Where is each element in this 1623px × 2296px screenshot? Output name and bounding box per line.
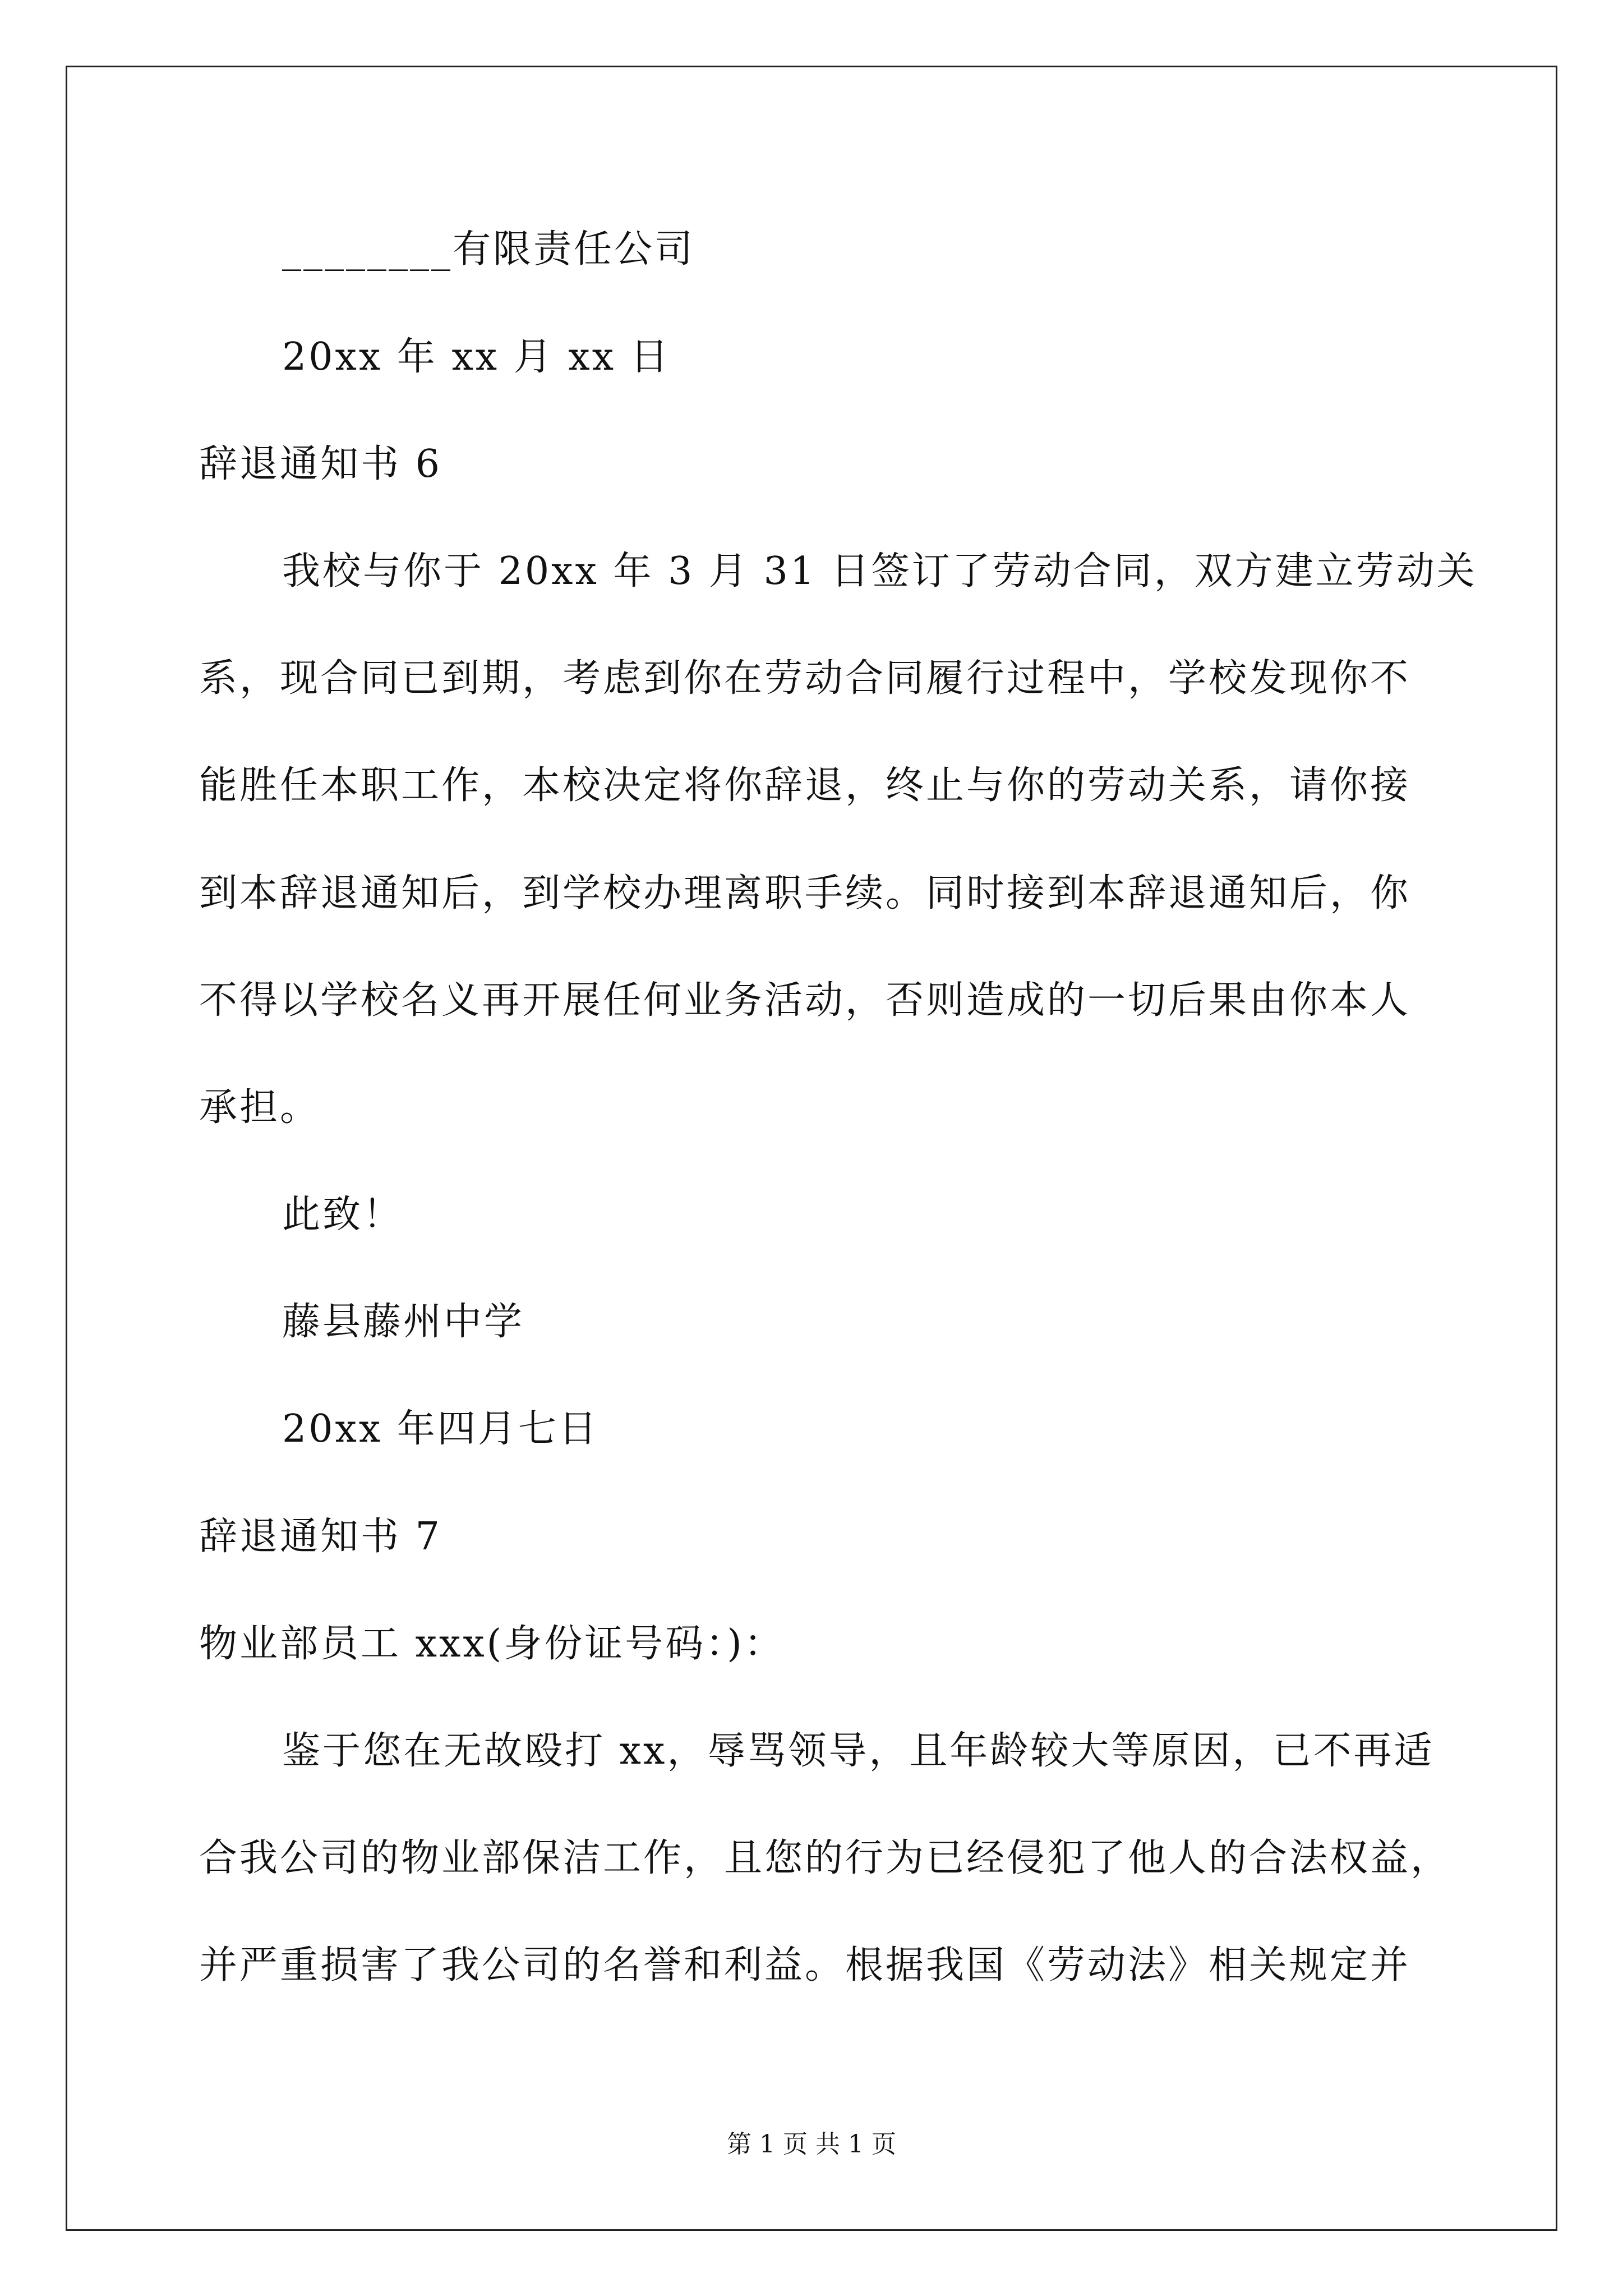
date-line: 20xx 年四月七日 — [282, 1407, 599, 1451]
paragraph-line: 到本辞退通知后，到学校办理离职手续。同时接到本辞退通知后，你 — [199, 871, 1411, 915]
page-footer: 第 1 页 共 1 页 — [727, 2130, 896, 2159]
section-title-6: 辞退通知书 6 — [199, 442, 442, 486]
paragraph-line: 并严重损害了我公司的名誉和利益。根据我国《劳动法》相关规定并 — [199, 1943, 1411, 1987]
paragraph-line: 我校与你于 20xx 年 3 月 31 日签订了劳动合同，双方建立劳动关 — [282, 549, 1477, 593]
paragraph-line: 鉴于您在无故殴打 xx，辱骂领导，且年龄较大等原因，已不再适 — [282, 1729, 1435, 1773]
paragraph-line: 合我公司的物业部保洁工作，且您的行为已经侵犯了他人的合法权益， — [199, 1836, 1451, 1880]
salutation-line: 此致！ — [282, 1193, 404, 1237]
paragraph-line: 不得以学校名义再开展任何业务活动，否则造成的一切后果由你本人 — [199, 978, 1411, 1023]
paragraph-line: 系，现合同已到期，考虑到你在劳动合同履行过程中，学校发现你不 — [199, 656, 1411, 701]
company-signature-line: ________有限责任公司 — [282, 227, 695, 272]
page-border — [66, 66, 1557, 2231]
section-title-7: 辞退通知书 7 — [199, 1515, 442, 1559]
recipient-line: 物业部员工 xxx(身份证号码：)： — [199, 1622, 785, 1666]
date-line: 20xx 年 xx 月 xx 日 — [282, 335, 671, 379]
paragraph-line: 承担。 — [199, 1085, 321, 1130]
school-name-line: 藤县藤州中学 — [282, 1300, 525, 1344]
paragraph-line: 能胜任本职工作，本校决定将你辞退，终止与你的劳动关系，请你接 — [199, 763, 1411, 808]
